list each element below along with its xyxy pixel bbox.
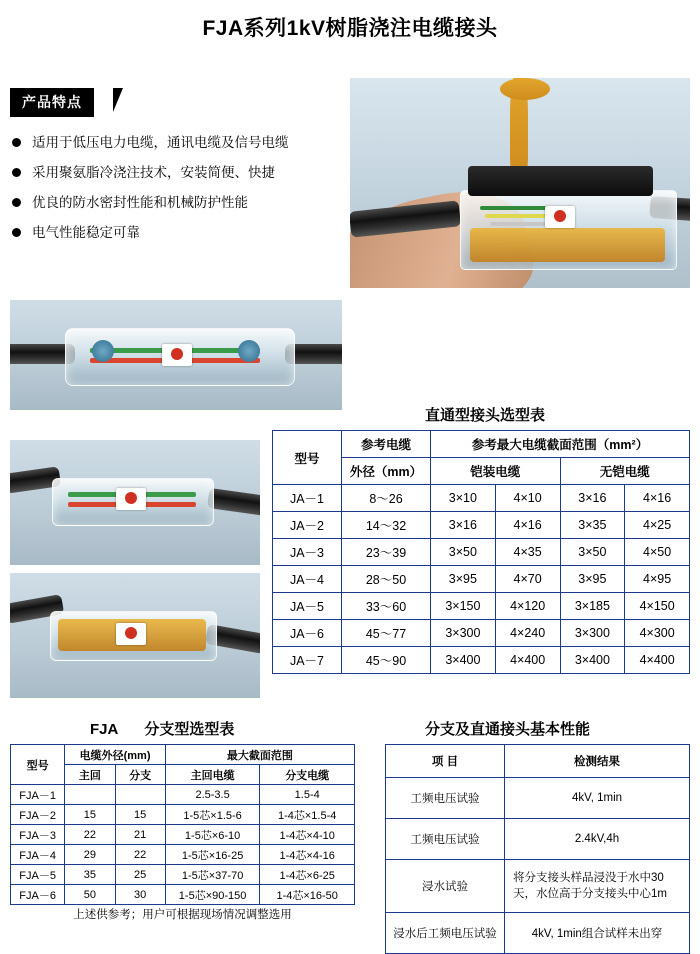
table-row bbox=[386, 819, 690, 860]
table-row bbox=[273, 539, 690, 566]
table-row bbox=[11, 885, 355, 905]
cell-dia: 14～32 bbox=[342, 512, 431, 539]
table-row bbox=[386, 778, 690, 819]
cell-armored-2: 4×16 bbox=[495, 512, 560, 539]
resin-bag bbox=[500, 78, 550, 100]
cell-model: JA－1 bbox=[273, 485, 342, 512]
fja-table-note: 上述供参考；用户可根据现场情况调整选用 bbox=[73, 909, 292, 921]
table-header-row bbox=[11, 745, 355, 765]
table-row bbox=[11, 805, 355, 825]
header-result: 检测结果 bbox=[505, 745, 690, 778]
cell-main: 15 bbox=[65, 805, 115, 825]
table-row bbox=[273, 566, 690, 593]
cell-item: 浸水试验 bbox=[386, 860, 505, 913]
cell-main: 35 bbox=[65, 865, 115, 885]
cell-armored-1: 3×400 bbox=[431, 647, 496, 674]
cell-main-cable: 1-5芯×16-25 bbox=[165, 845, 260, 865]
cell-armored-2: 4×400 bbox=[495, 647, 560, 674]
cell-unarmored-1: 3×50 bbox=[560, 539, 625, 566]
table-row bbox=[273, 620, 690, 647]
features-heading: 产品特点 bbox=[10, 88, 94, 117]
cell-branch: 30 bbox=[115, 885, 165, 905]
table-row bbox=[386, 860, 690, 913]
resin-pour-photo bbox=[350, 78, 690, 288]
cell-unarmored-1: 3×300 bbox=[560, 620, 625, 647]
cell-model: FJA－5 bbox=[11, 865, 65, 885]
bullet-icon bbox=[12, 138, 21, 147]
feature-text: 适用于低压电力电缆，通讯电缆及信号电缆 bbox=[32, 135, 289, 150]
header-main: 主回 bbox=[65, 765, 115, 785]
header-main-cable: 主回电缆 bbox=[165, 765, 260, 785]
warning-label bbox=[545, 206, 575, 228]
cell-unarmored-2: 4×400 bbox=[625, 647, 690, 674]
cell-armored-1: 3×50 bbox=[431, 539, 496, 566]
cell-main: 22 bbox=[65, 825, 115, 845]
cell-dia: 28～50 bbox=[342, 566, 431, 593]
cell-main-cable: 1-5芯×90-150 bbox=[165, 885, 260, 905]
port-right bbox=[238, 340, 260, 362]
fja-label: FJA bbox=[90, 721, 119, 738]
header-outer-dia: 电缆外径(mm) bbox=[65, 745, 166, 765]
cell-unarmored-1: 3×16 bbox=[560, 485, 625, 512]
cell-branch-cable: 1-4芯×16-50 bbox=[260, 885, 355, 905]
cell-dia: 45～90 bbox=[342, 647, 431, 674]
cell-result: 2.4kV,4h bbox=[505, 819, 690, 860]
table-row bbox=[11, 785, 355, 805]
feature-text: 优良的防水密封性能和机械防护性能 bbox=[32, 195, 248, 210]
cell-armored-1: 3×10 bbox=[431, 485, 496, 512]
cell-model: JA－5 bbox=[273, 593, 342, 620]
cell-model: FJA－2 bbox=[11, 805, 65, 825]
warning-label bbox=[116, 488, 146, 510]
fja-table-caption bbox=[90, 718, 234, 739]
bullet-icon bbox=[12, 198, 21, 207]
bullet-icon bbox=[12, 228, 21, 237]
cell-armored-1: 3×150 bbox=[431, 593, 496, 620]
cell-branch: 15 bbox=[115, 805, 165, 825]
fja-branch-table bbox=[10, 744, 355, 905]
header-armored: 铠装电缆 bbox=[431, 458, 561, 485]
cell-main bbox=[65, 785, 115, 805]
header-model: 型号 bbox=[273, 431, 342, 485]
table-row bbox=[273, 485, 690, 512]
cell-armored-2: 4×10 bbox=[495, 485, 560, 512]
cell-item: 浸水后工频电压试验 bbox=[386, 913, 505, 954]
cell-model: FJA－1 bbox=[11, 785, 65, 805]
cell-branch: 21 bbox=[115, 825, 165, 845]
header-max-section: 参考最大电缆截面范围（mm²） bbox=[431, 431, 690, 458]
feature-item bbox=[12, 128, 342, 158]
cell-dia: 45～77 bbox=[342, 620, 431, 647]
cell-unarmored-2: 4×95 bbox=[625, 566, 690, 593]
cell-dia: 8～26 bbox=[342, 485, 431, 512]
header-ref-cable: 参考电缆 bbox=[342, 431, 431, 458]
table-row bbox=[273, 593, 690, 620]
black-cap bbox=[468, 166, 653, 196]
header-max-section: 最大截面范围 bbox=[165, 745, 354, 765]
cell-branch-cable: 1-4芯×1.5-4 bbox=[260, 805, 355, 825]
cell-item: 工频电压试验 bbox=[386, 819, 505, 860]
cell-result: 将分支接头样品浸没于水中30天，水位高于分支接头中心1m bbox=[505, 860, 690, 913]
bullet-icon bbox=[12, 168, 21, 177]
feature-item bbox=[12, 218, 342, 248]
table-row bbox=[273, 647, 690, 674]
cell-unarmored-2: 4×25 bbox=[625, 512, 690, 539]
straight-table-caption: 直通型接头选型表 bbox=[425, 407, 546, 424]
straight-type-table bbox=[272, 430, 690, 674]
cell-branch-cable: 1-4芯×4-10 bbox=[260, 825, 355, 845]
cell-dia: 33～60 bbox=[342, 593, 431, 620]
cell-unarmored-1: 3×400 bbox=[560, 647, 625, 674]
cell-unarmored-1: 3×95 bbox=[560, 566, 625, 593]
cell-armored-1: 3×300 bbox=[431, 620, 496, 647]
cell-unarmored-2: 4×300 bbox=[625, 620, 690, 647]
feature-text: 电气性能稳定可靠 bbox=[32, 225, 140, 240]
straight-joint-wide-photo bbox=[10, 300, 342, 410]
cell-model: JA－7 bbox=[273, 647, 342, 674]
header-item: 项 目 bbox=[386, 745, 505, 778]
cell-model: JA－4 bbox=[273, 566, 342, 593]
cell-armored-2: 4×70 bbox=[495, 566, 560, 593]
cell-model: FJA－6 bbox=[11, 885, 65, 905]
header-unarmored: 无铠电缆 bbox=[560, 458, 690, 485]
warning-label bbox=[162, 344, 192, 366]
cell-unarmored-2: 4×16 bbox=[625, 485, 690, 512]
header-outer-dia: 外径（mm） bbox=[342, 458, 431, 485]
cell-armored-1: 3×95 bbox=[431, 566, 496, 593]
cell-main-cable: 1-5芯×37-70 bbox=[165, 865, 260, 885]
cell-armored-2: 4×240 bbox=[495, 620, 560, 647]
feature-item bbox=[12, 188, 342, 218]
table-header-row bbox=[386, 745, 690, 778]
table-row bbox=[11, 825, 355, 845]
cell-branch-cable: 1-4芯×6-25 bbox=[260, 865, 355, 885]
fja-label-2: 分支型选型表 bbox=[144, 721, 235, 738]
cell-main: 29 bbox=[65, 845, 115, 865]
table-row bbox=[273, 512, 690, 539]
table-row bbox=[11, 845, 355, 865]
cell-branch: 25 bbox=[115, 865, 165, 885]
performance-table-caption: 分支及直通接头基本性能 bbox=[425, 721, 591, 738]
cell-branch-cable: 1.5-4 bbox=[260, 785, 355, 805]
cell-armored-2: 4×35 bbox=[495, 539, 560, 566]
page-title: FJA系列1kV树脂浇注电缆接头 bbox=[202, 17, 498, 40]
filled-joint-photo bbox=[10, 573, 260, 698]
cell-unarmored-2: 4×50 bbox=[625, 539, 690, 566]
resin-fill bbox=[470, 228, 665, 262]
cell-armored-1: 3×16 bbox=[431, 512, 496, 539]
cell-main-cable: 1-5芯×6-10 bbox=[165, 825, 260, 845]
cell-dia: 23～39 bbox=[342, 539, 431, 566]
cell-armored-2: 4×120 bbox=[495, 593, 560, 620]
cell-model: JA－6 bbox=[273, 620, 342, 647]
table-row bbox=[386, 913, 690, 954]
straight-joint-photo bbox=[10, 440, 260, 565]
feature-text: 采用聚氨脂冷浇注技术，安装简便、快捷 bbox=[32, 165, 275, 180]
feature-item bbox=[12, 158, 342, 188]
cell-main-cable: 2.5-3.5 bbox=[165, 785, 260, 805]
cell-branch: 22 bbox=[115, 845, 165, 865]
table-header-row bbox=[273, 431, 690, 458]
cell-main-cable: 1-5芯×1.5-6 bbox=[165, 805, 260, 825]
cell-main: 50 bbox=[65, 885, 115, 905]
table-row bbox=[11, 865, 355, 885]
cell-branch bbox=[115, 785, 165, 805]
header-branch: 分支 bbox=[115, 765, 165, 785]
cell-unarmored-2: 4×150 bbox=[625, 593, 690, 620]
cell-result: 4kV, 1min组合试样未出穿 bbox=[505, 913, 690, 954]
features-list bbox=[12, 128, 342, 248]
cell-model: FJA－3 bbox=[11, 825, 65, 845]
port-left bbox=[92, 340, 114, 362]
cell-item: 工频电压试验 bbox=[386, 778, 505, 819]
warning-label bbox=[116, 623, 146, 645]
features-heading-corner bbox=[113, 88, 123, 112]
cell-result: 4kV, 1min bbox=[505, 778, 690, 819]
cell-branch-cable: 1-4芯×4-16 bbox=[260, 845, 355, 865]
cell-model: JA－2 bbox=[273, 512, 342, 539]
cell-unarmored-1: 3×35 bbox=[560, 512, 625, 539]
header-branch-cable: 分支电缆 bbox=[260, 765, 355, 785]
cell-model: JA－3 bbox=[273, 539, 342, 566]
header-model: 型号 bbox=[11, 745, 65, 785]
cell-model: FJA－4 bbox=[11, 845, 65, 865]
cell-unarmored-1: 3×185 bbox=[560, 593, 625, 620]
performance-table bbox=[385, 744, 690, 954]
